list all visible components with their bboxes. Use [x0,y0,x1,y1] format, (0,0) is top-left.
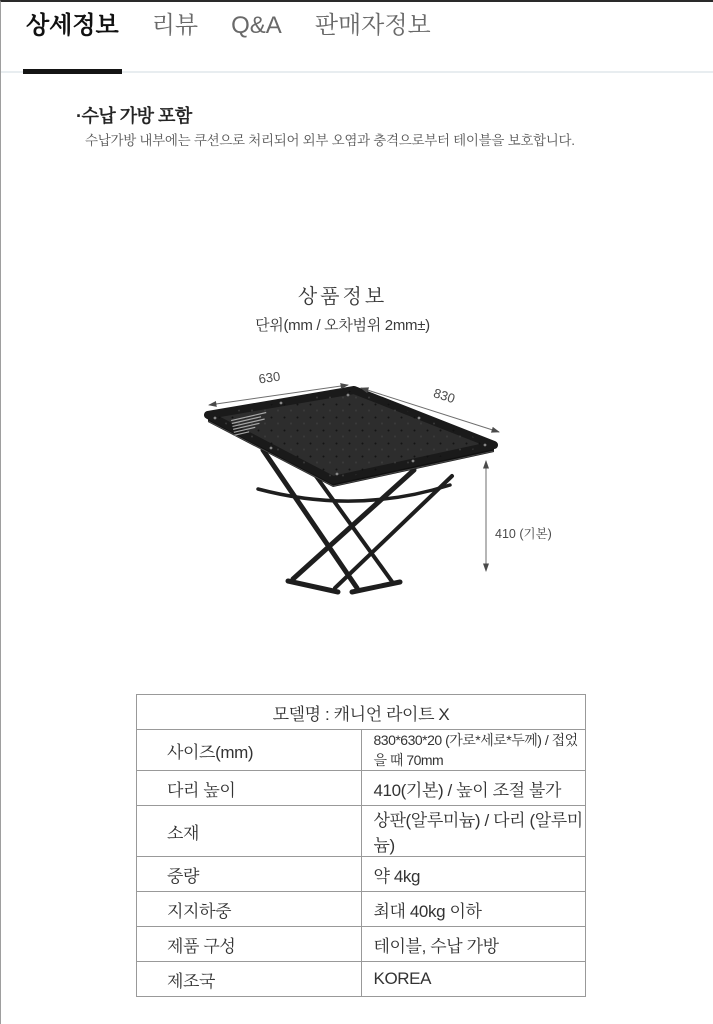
table-row [137,892,586,927]
tab-seller-info[interactable]: 판매자정보 [314,12,431,39]
table-row [137,927,586,962]
table-row [137,857,586,892]
spec-value: 410(기본) / 높이 조절 불가 [361,771,586,806]
spec-label: 소재 [137,806,362,857]
feature-description: 수납가방 내부에는 쿠션으로 처리되어 외부 오염과 충격으로부터 테이블을 보호합니다. [85,133,575,148]
spec-label: 다리 높이 [137,771,362,806]
spec-header-row [137,695,586,730]
table-row [137,962,586,997]
height-label: 410 (기본) [495,527,552,541]
spec-label: 중량 [137,857,362,892]
spec-label: 사이즈(mm) [137,730,362,771]
tab-list [26,2,431,74]
table-row [137,730,586,771]
spec-value: 830*630*20 (가로*세로*두께) / 접었을 때 70mm [361,730,586,771]
unit-note: 단위(mm / 오차범위 2mm±) [255,317,430,334]
spec-label: 제조국 [137,962,362,997]
width-label: 630 [257,368,282,387]
table-row [137,771,586,806]
tab-detail-info[interactable]: 상세정보 [26,2,119,74]
spec-value: 테이블, 수납 가방 [361,927,586,962]
spec-model-name: 모델명 : 캐니언 라이트 X [137,695,586,730]
spec-value: 약 4kg [361,857,586,892]
feature-title: ·수납 가방 포함 [76,106,192,126]
table-row [137,806,586,857]
product-info-title: 상품정보 [297,286,388,308]
tab-reviews[interactable]: 리뷰 [151,12,199,39]
spec-label: 제품 구성 [137,927,362,962]
depth-label: 830 [431,385,457,407]
spec-value: 상판(알루미늄) / 다리 (알루미늄) [361,806,586,857]
tab-bar [1,2,713,74]
spec-value: 최대 40kg 이하 [361,892,586,927]
tab-qna[interactable]: Q&A [231,12,282,39]
spec-label: 지지하중 [137,892,362,927]
spec-table [136,694,586,997]
spec-value: KOREA [361,962,586,997]
product-dimension-diagram [151,362,601,602]
